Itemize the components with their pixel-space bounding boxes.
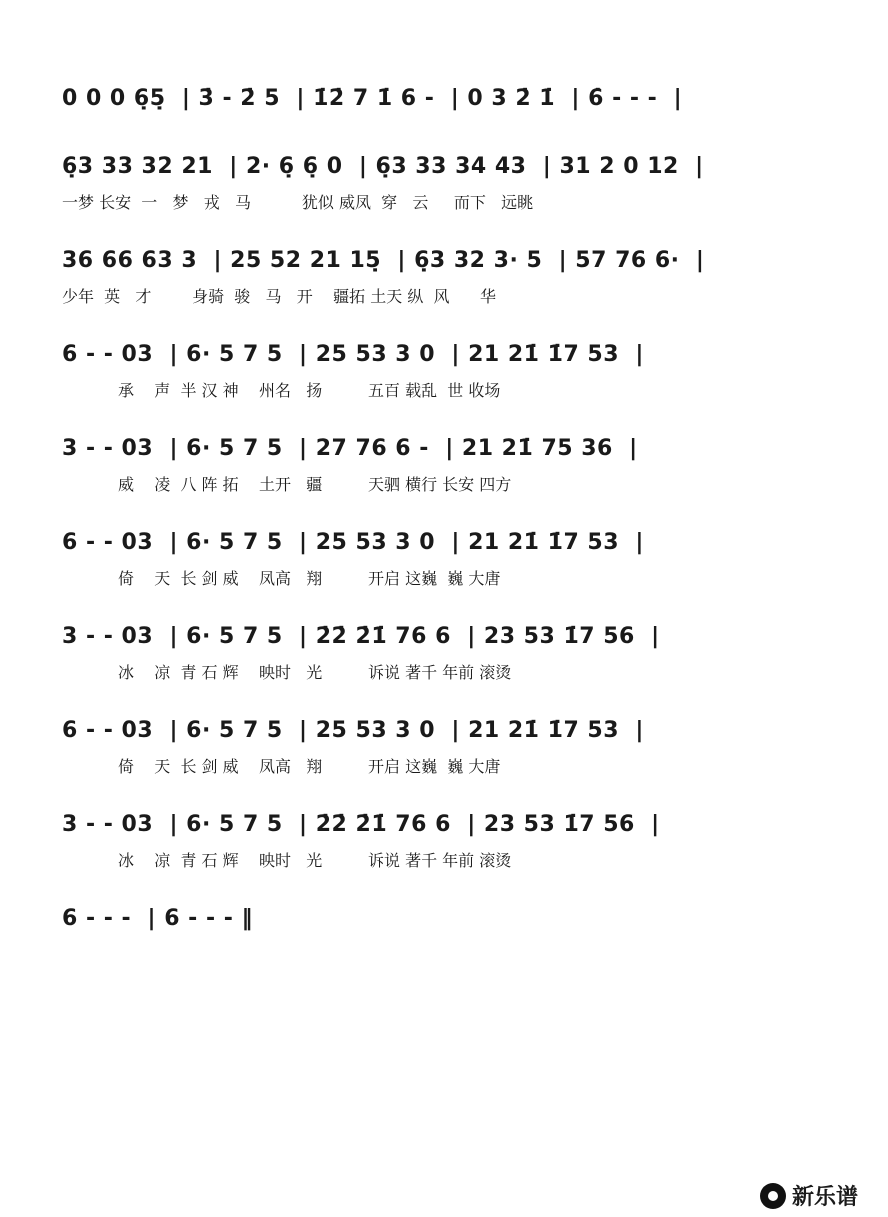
notation-line: 6̣3 33 32 21 | 2· 6̣ 6̣ 0 | 6̣3 33 34 43 | 31 2 0 12 | xyxy=(62,154,704,179)
lyric-line: 承 声 半 汉 神 州名 扬 五百 载乱 世 收场 xyxy=(62,381,501,400)
score-system-10 xyxy=(0,904,888,998)
score-system-5 xyxy=(0,434,888,528)
lyric-line: 威 凌 八 阵 拓 土开 疆 天驷 横行 长安 四方 xyxy=(62,475,512,494)
score-system-9 xyxy=(0,810,888,904)
notation-line: 6 - - 03 | 6· 5 7 5 | 25 53 3 0 | 21 21̇ 1̇7 53 | xyxy=(62,530,644,555)
lyric-line: 少年 英 才 身骑 骏 马 开 疆拓 土天 纵 风 华 xyxy=(62,287,497,306)
score-system-2 xyxy=(0,152,888,246)
logo-text: 新乐谱 xyxy=(792,1185,859,1210)
score-system-8 xyxy=(0,716,888,810)
notation-line: 0 0 0 6̣5̣ | 3̇ - 2̇ 5 | 1̇2̇ 7 1̇ 6 - | 0 3 2̇ 1̇ | 6̇ - - - | xyxy=(62,86,683,111)
notation-line: 6 - - 03 | 6· 5 7 5 | 25 53 3 0 | 21 21̇ 1̇7 53 | xyxy=(62,342,644,367)
score-system-3 xyxy=(0,246,888,340)
notation-line: 3 - - 03 | 6· 5 7 5 | 27 76 6 - | 21 21̇ 75 36 | xyxy=(62,436,638,461)
notation-line: 3 - - 03 | 6· 5 7 5 | 2̇2̇ 2̇1̇ 76 6 | 23 53 1̇7 56 | xyxy=(62,624,660,649)
lyric-line: 冰 凉 青 石 辉 映时 光 诉说 著千 年前 滚烫 xyxy=(62,663,512,682)
score-system-6 xyxy=(0,528,888,622)
lyric-line: 倚 天 长 剑 威 凤高 翔 开启 这巍 巍 大唐 xyxy=(62,757,501,776)
notation-line: 36 66 63 3 | 25 52 21 15̣ | 6̣3 32 3· 5 | 57 76 6· | xyxy=(62,248,705,273)
notation-line: 6 - - 03 | 6· 5 7 5 | 25 53 3 0 | 21 21̇ 1̇7 53 | xyxy=(62,718,644,743)
vinyl-disc-icon xyxy=(760,1183,786,1209)
notation-line: 3 - - 03 | 6· 5 7 5 | 2̇2̇ 2̇1̇ 76 6 | 23 53 1̇7 56 | xyxy=(62,812,660,837)
lyric-line: 倚 天 长 剑 威 凤高 翔 开启 这巍 巍 大唐 xyxy=(62,569,501,588)
site-logo xyxy=(760,1180,858,1211)
lyric-line: 一梦 长安 一 梦 戎 马 犹似 威凤 穿 云 而下 远眺 xyxy=(62,193,534,212)
notation-line: 6 - - - | 6 - - - ‖ xyxy=(62,906,254,931)
score-system-7 xyxy=(0,622,888,716)
score-system-4 xyxy=(0,340,888,434)
lyric-line: 冰 凉 青 石 辉 映时 光 诉说 著千 年前 滚烫 xyxy=(62,851,512,870)
